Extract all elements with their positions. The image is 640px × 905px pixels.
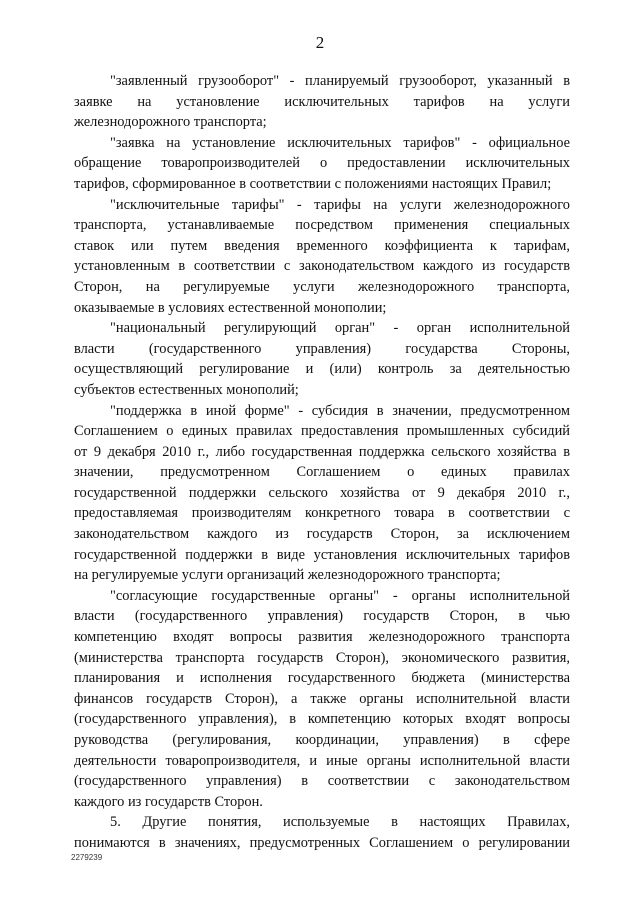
text-line: "согласующие государственные органы" - органы исполнительной <box>110 587 570 604</box>
page-number: 2 <box>315 33 325 52</box>
text-line: значении, предусмотренном Соглашением о единых правилах <box>74 464 570 481</box>
text-line: (государственного управления) в соответствии с законодательством <box>74 773 570 790</box>
text-line: от 9 декабря 2010 г., либо государственная поддержка сельского хозяйства в <box>74 443 570 460</box>
text-line: Сторон, на регулируемые услуги железнодорожного транспорта, <box>74 278 570 295</box>
text-line: "исключительные тарифы" - тарифы на услуги железнодорожного <box>110 196 570 213</box>
text-line: законодательством каждого из государств Сторон, за исключением <box>74 526 570 543</box>
text-line: (государственного управления), в компетенцию которых входят вопросы <box>74 711 570 728</box>
text-line: каждого из государств Сторон. <box>74 793 263 810</box>
text-line: установленным в соответствии с законодательством каждого из государств <box>74 258 570 275</box>
text-line: оказываемые в условиях естественной монополии; <box>74 299 387 316</box>
text-line: на регулируемые услуги организаций железнодорожного транспорта; <box>74 567 501 584</box>
text-line: "поддержка в иной форме" - субсидия в значении, предусмотренном <box>110 402 570 419</box>
text-line: финансов государств Сторон), а также органы исполнительной власти <box>74 690 570 707</box>
text-line: (министерства транспорта государств Сторон), экономического развития, <box>74 649 570 666</box>
text-line: 5. Другие понятия, используемые в настоящих Правилах, <box>110 814 570 831</box>
text-line: руководства (регулирования, координации, управления) в сфере <box>74 732 570 748</box>
text-line: "национальный регулирующий орган" - орган исполнительной <box>110 320 570 337</box>
text-line: железнодорожного транспорта; <box>74 114 267 131</box>
text-line: заявке на установление исключительных тарифов на услуги <box>74 93 570 110</box>
text-line: государственной поддержки в виде установления исключительных тарифов <box>74 546 570 563</box>
text-line: власти (государственного управления) государства Стороны, <box>74 340 570 357</box>
text-line: понимаются в значениях, предусмотренных Соглашением о регулировании <box>74 834 570 851</box>
text-line: предоставляемая производителям конкретного товара в соответствии с <box>74 505 570 522</box>
text-line: "заявленный грузооборот" - планируемый грузооборот, указанный в <box>110 73 570 89</box>
text-line: деятельности товаропроизводителя, и иные органы исполнительной власти <box>74 752 570 769</box>
text-line: государственной поддержки сельского хозяйства от 9 декабря 2010 г., <box>74 484 570 501</box>
text-line: осуществляющий регулирование и (или) контроль за деятельностью <box>74 361 570 378</box>
text-line: власти (государственного управления) государств Сторон, в чью <box>74 608 570 625</box>
text-line: ставок или путем введения временного коэффициента к тарифам, <box>74 237 570 254</box>
text-line: "заявка на установление исключительных тарифов" - официальное <box>110 134 570 151</box>
text-line: Соглашением о единых правилах предоставления промышленных субсидий <box>74 423 570 440</box>
document-id: 2279239 <box>71 853 103 862</box>
text-line: тарифов, сформированное в соответствии с положениями настоящих Правил; <box>74 175 552 192</box>
text-line: субъектов естественных монополий; <box>74 381 299 398</box>
text-line: обращение товаропроизводителей о предоставлении исключительных <box>74 155 570 172</box>
text-line: транспорта, устанавливаемые посредством применения специальных <box>74 217 570 234</box>
document-body <box>74 71 570 854</box>
text-line: компетенцию входят вопросы развития железнодорожного транспорта <box>74 629 570 646</box>
text-line: планирования и исполнения государственного бюджета (министерства <box>74 670 570 687</box>
